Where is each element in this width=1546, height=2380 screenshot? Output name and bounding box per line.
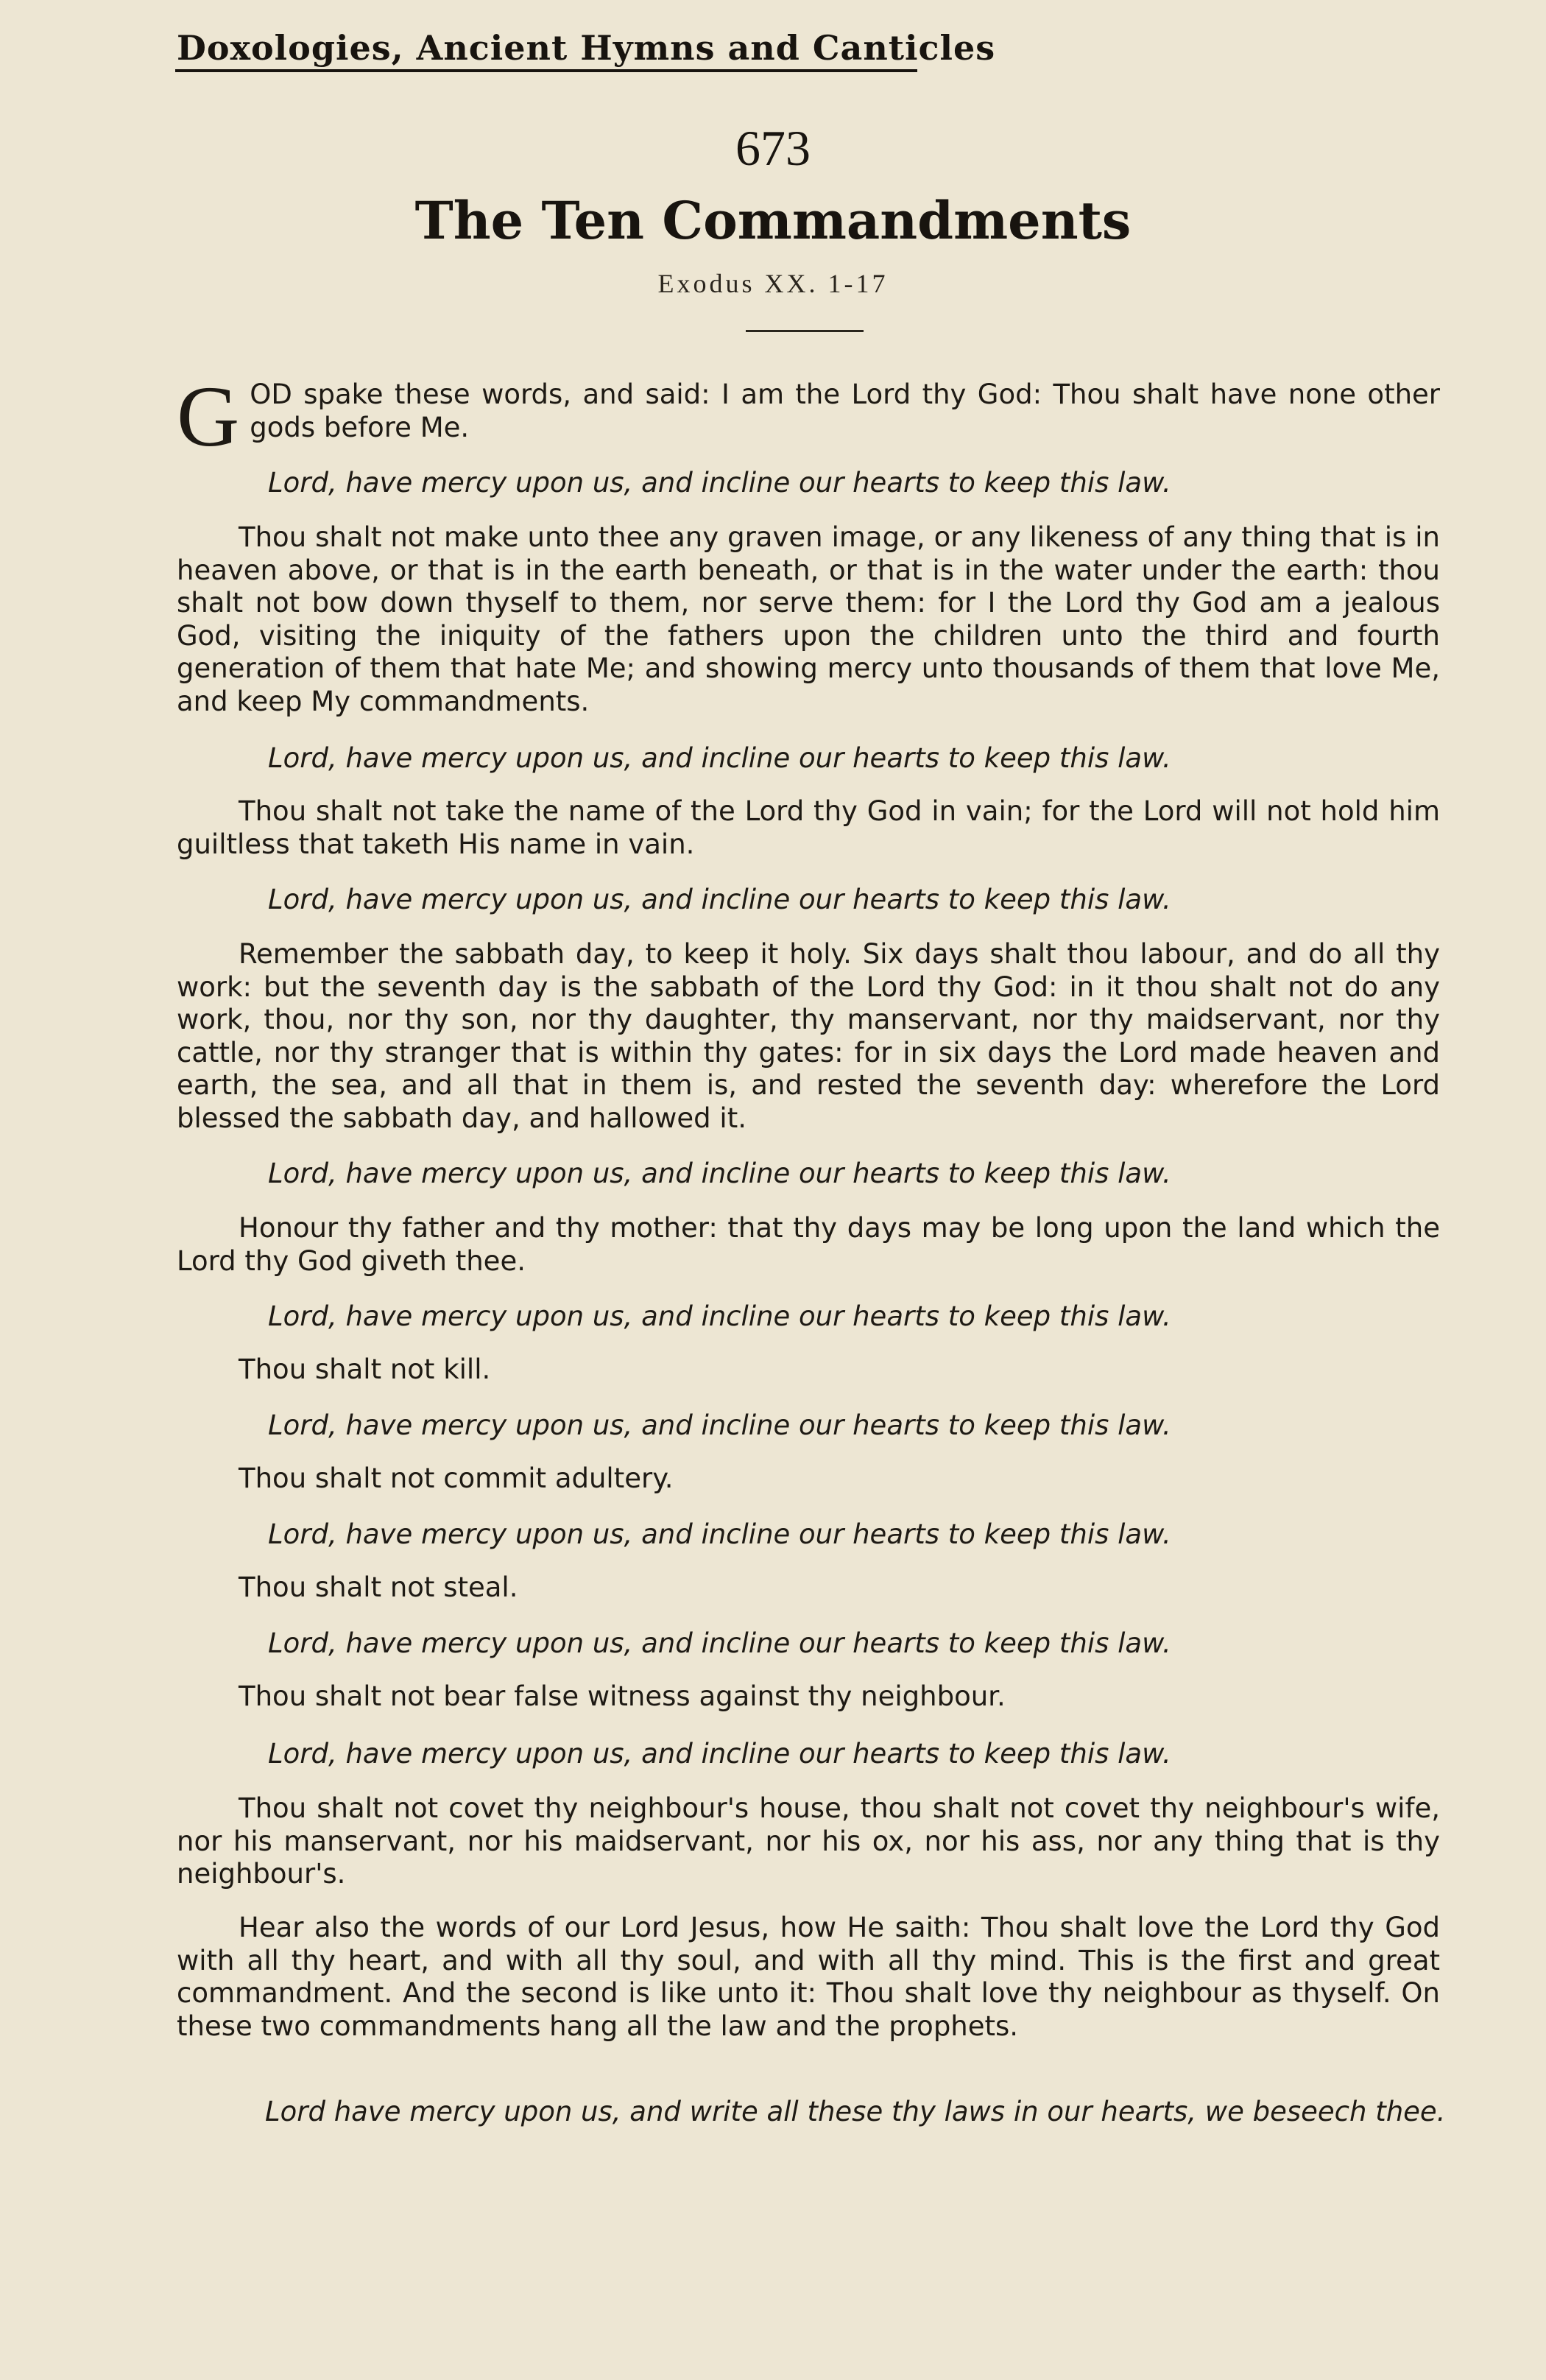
commandment-text: OD spake these words, and said: I am the Lord thy God: Thou shalt have none other gods before Me. — [250, 379, 1440, 443]
response-7: Lord, have mercy upon us, and incline our hearts to keep this law. — [268, 1518, 1171, 1550]
running-head: Doxologies, Ancient Hymns and Canticles — [177, 28, 996, 68]
hymn-title: The Ten Commandments — [414, 190, 1132, 251]
commandment-10: Thou shalt not covet thy neighbour's house, thou shalt not covet thy neighbour's wife, nor his manservant, nor his maidservant, nor his ox, nor his ass, nor any thing that is thy neighbour's. — [177, 1792, 1440, 1890]
response-2: Lord, have mercy upon us, and incline our hearts to keep this law. — [268, 742, 1171, 774]
summary-of-the-law: Hear also the words of our Lord Jesus, how He saith: Thou shalt love the Lord thy God with all thy heart, and with all thy soul, and with all thy mind. This is the first and great commandment. And the second is like unto it: Thou shalt love thy neighbour as thyself. On these two commandments hang all the law and the prophets. — [177, 1912, 1440, 2042]
commandment-9: Thou shalt not bear false witness against thy neighbour. — [239, 1680, 1006, 1712]
title-rule — [746, 330, 864, 332]
commandment-1 — [177, 368, 1440, 465]
response-4: Lord, have mercy upon us, and incline our hearts to keep this law. — [268, 1158, 1171, 1189]
hymn-number: 673 — [735, 120, 811, 176]
commandment-8: Thou shalt not steal. — [239, 1571, 518, 1603]
response-3: Lord, have mercy upon us, and incline our hearts to keep this law. — [268, 884, 1171, 915]
response-5: Lord, have mercy upon us, and incline our hearts to keep this law. — [268, 1300, 1171, 1332]
response-1: Lord, have mercy upon us, and incline our hearts to keep this law. — [268, 467, 1171, 499]
drop-cap: G — [177, 368, 240, 465]
commandment-6: Thou shalt not kill. — [239, 1353, 491, 1385]
response-9: Lord, have mercy upon us, and incline our hearts to keep this law. — [268, 1738, 1171, 1770]
final-response: Lord have mercy upon us, and write all these thy laws in our hearts, we beseech thee. — [265, 2096, 1446, 2127]
commandment-7: Thou shalt not commit adultery. — [239, 1462, 674, 1494]
response-8: Lord, have mercy upon us, and incline our hearts to keep this law. — [268, 1627, 1171, 1659]
running-head-rule — [175, 69, 917, 72]
commandment-4: Remember the sabbath day, to keep it holy. Six days shalt thou labour, and do all thy work: but the seventh day is the sabbath of the Lord thy God: in it thou shalt not do any work, thou, nor thy son, nor thy daughter, thy manservant, nor thy maidservant, nor thy cattle, nor thy stranger that is within thy gates: for in six days the Lord made heaven and earth, the sea, and all that in them is, and rested the seventh day: wherefore the Lord blessed the sabbath day, and hallowed it. — [177, 938, 1440, 1134]
scripture-reference: Exodus XX. 1-17 — [657, 269, 889, 298]
response-6: Lord, have mercy upon us, and incline our hearts to keep this law. — [268, 1409, 1171, 1441]
commandment-2: Thou shalt not make unto thee any graven image, or any likeness of any thing that is in heaven above, or that is in the earth beneath, or that is in the water under the earth: thou shalt not bow down thyself to them, nor serve them: for I the Lord thy God am a jealous God, visiting the iniquity of the fathers upon the children unto the third and fourth generation of them that hate Me; and showing mercy unto thousands of them that love Me, and keep My commandments. — [177, 521, 1440, 717]
commandment-5: Honour thy father and thy mother: that thy days may be long upon the land which the Lord thy God giveth thee. — [177, 1212, 1440, 1277]
commandment-3: Thou shalt not take the name of the Lord thy God in vain; for the Lord will not hold him guiltless that taketh His name in vain. — [177, 795, 1440, 860]
